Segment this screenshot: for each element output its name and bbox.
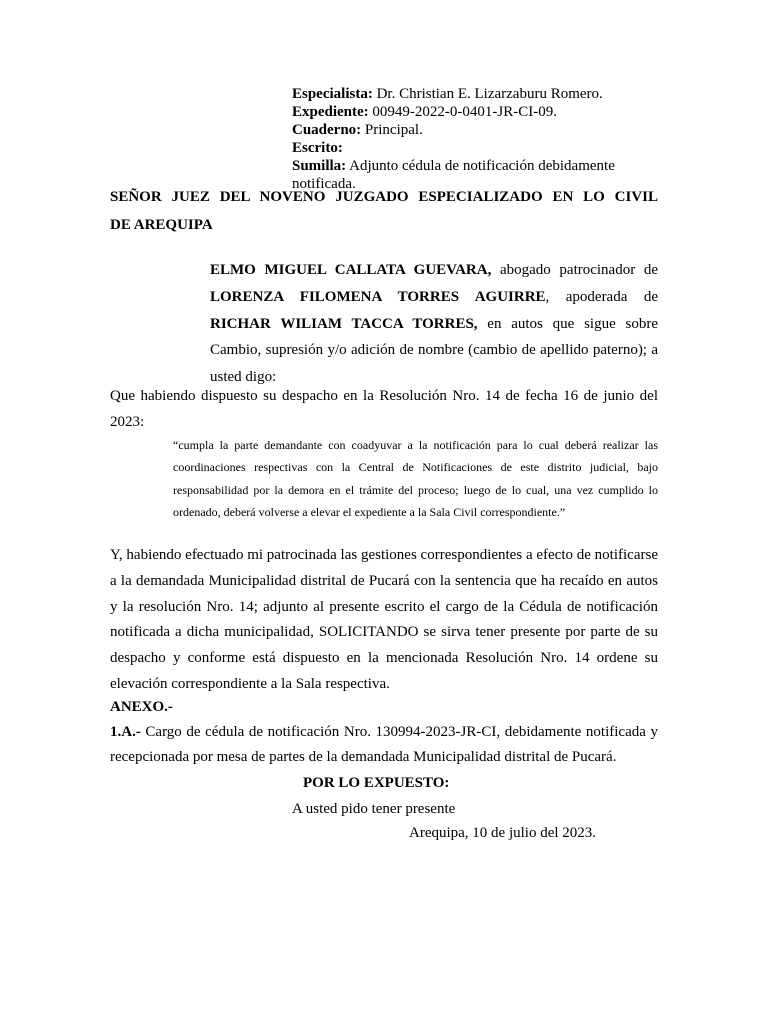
addressee-line-2: DE AREQUIPA (110, 217, 213, 233)
sumilla-value: Adjunto cédula de notificación debidamente notificada. (292, 158, 615, 192)
closing-heading: POR LO EXPUESTO: (303, 775, 450, 791)
cuaderno-line (292, 121, 662, 139)
escrito-label: Escrito: (292, 140, 343, 156)
cuaderno-value: Principal. (361, 122, 423, 138)
lawyer-name: ELMO MIGUEL CALLATA GUEVARA, (210, 262, 492, 278)
especialista-value: Dr. Christian E. Lizarzaburu Romero. (372, 86, 603, 102)
case-header (292, 85, 662, 193)
escrito-line (292, 139, 662, 157)
closing-date: Arequipa, 10 de julio del 2023. (409, 825, 597, 841)
addressee (110, 183, 658, 239)
expediente-line (292, 103, 662, 121)
closing-request: A usted pido tener presente (292, 801, 456, 817)
plaintiff-name: RICHAR WILIAM TACCA TORRES, (210, 315, 478, 332)
intro-text-3: en autos que sigue sobre Cambio, supresión y/o adición de nombre (cambio de apellido paterno); a usted digo: (210, 315, 658, 386)
addressee-line-1: SEÑOR JUEZ DEL NOVENO JUZGADO ESPECIALIZADO EN LO CIVIL (110, 189, 658, 205)
cuaderno-label: Cuaderno: (292, 122, 362, 138)
anexo-item-text: Cargo de cédula de notificación Nro. 130994-2023-JR-CI, debidamente notificada y recepcionada por mesa de partes de la demandada Municipalidad distrital de Pucará. (110, 724, 658, 765)
especialista-line (292, 85, 662, 103)
intro-text-1: abogado patrocinador de (491, 262, 658, 278)
resolution-quote: “cumpla la parte demandante con coadyuvar a la notificación para lo cual deberá realizar las coordinaciones respectivas con la Central de Notificaciones de este distrito judicial, bajo responsabilidad por la demora en el trámite del proceso; luego de lo cual, una vez cumplido lo ordenado, deberá volverse a elevar el expediente a la Sala Civil correspondiente.” (173, 438, 658, 519)
anexo-title: ANEXO.- (110, 699, 173, 715)
principal-name: LORENZA FILOMENA TORRES AGUIRRE (210, 288, 546, 305)
expediente-value: 00949-2022-0-0401-JR-CI-09. (368, 104, 557, 120)
body-paragraph-2: Y, habiendo efectuado mi patrocinada las gestiones correspondientes a efecto de notificarse a la demandada Municipalidad distrital de Pucará con la sentencia que ha recaído en autos y la resolución Nro. 14; adjunto al presente escrito el cargo de la Cédula de notificación notificada a dicha municipalidad, SOLICITANDO se sirva tener presente por parte de su despacho y conforme está dispuesto en la mencionada Resolución Nro. 14 ordene su elevación correspondiente a la Sala respectiva. (110, 547, 658, 692)
body-paragraph-1: Que habiendo dispuesto su despacho en la Resolución Nro. 14 de fecha 16 de junio del 2023: (110, 388, 658, 430)
anexo-item (110, 720, 658, 770)
intro-paragraph (210, 257, 658, 391)
sumilla-label: Sumilla: (292, 158, 347, 174)
expediente-label: Expediente: (292, 104, 369, 120)
especialista-label: Especialista: (292, 86, 373, 102)
intro-text-2: , apoderada de (545, 288, 658, 305)
anexo-item-label: 1.A.- (110, 724, 141, 740)
